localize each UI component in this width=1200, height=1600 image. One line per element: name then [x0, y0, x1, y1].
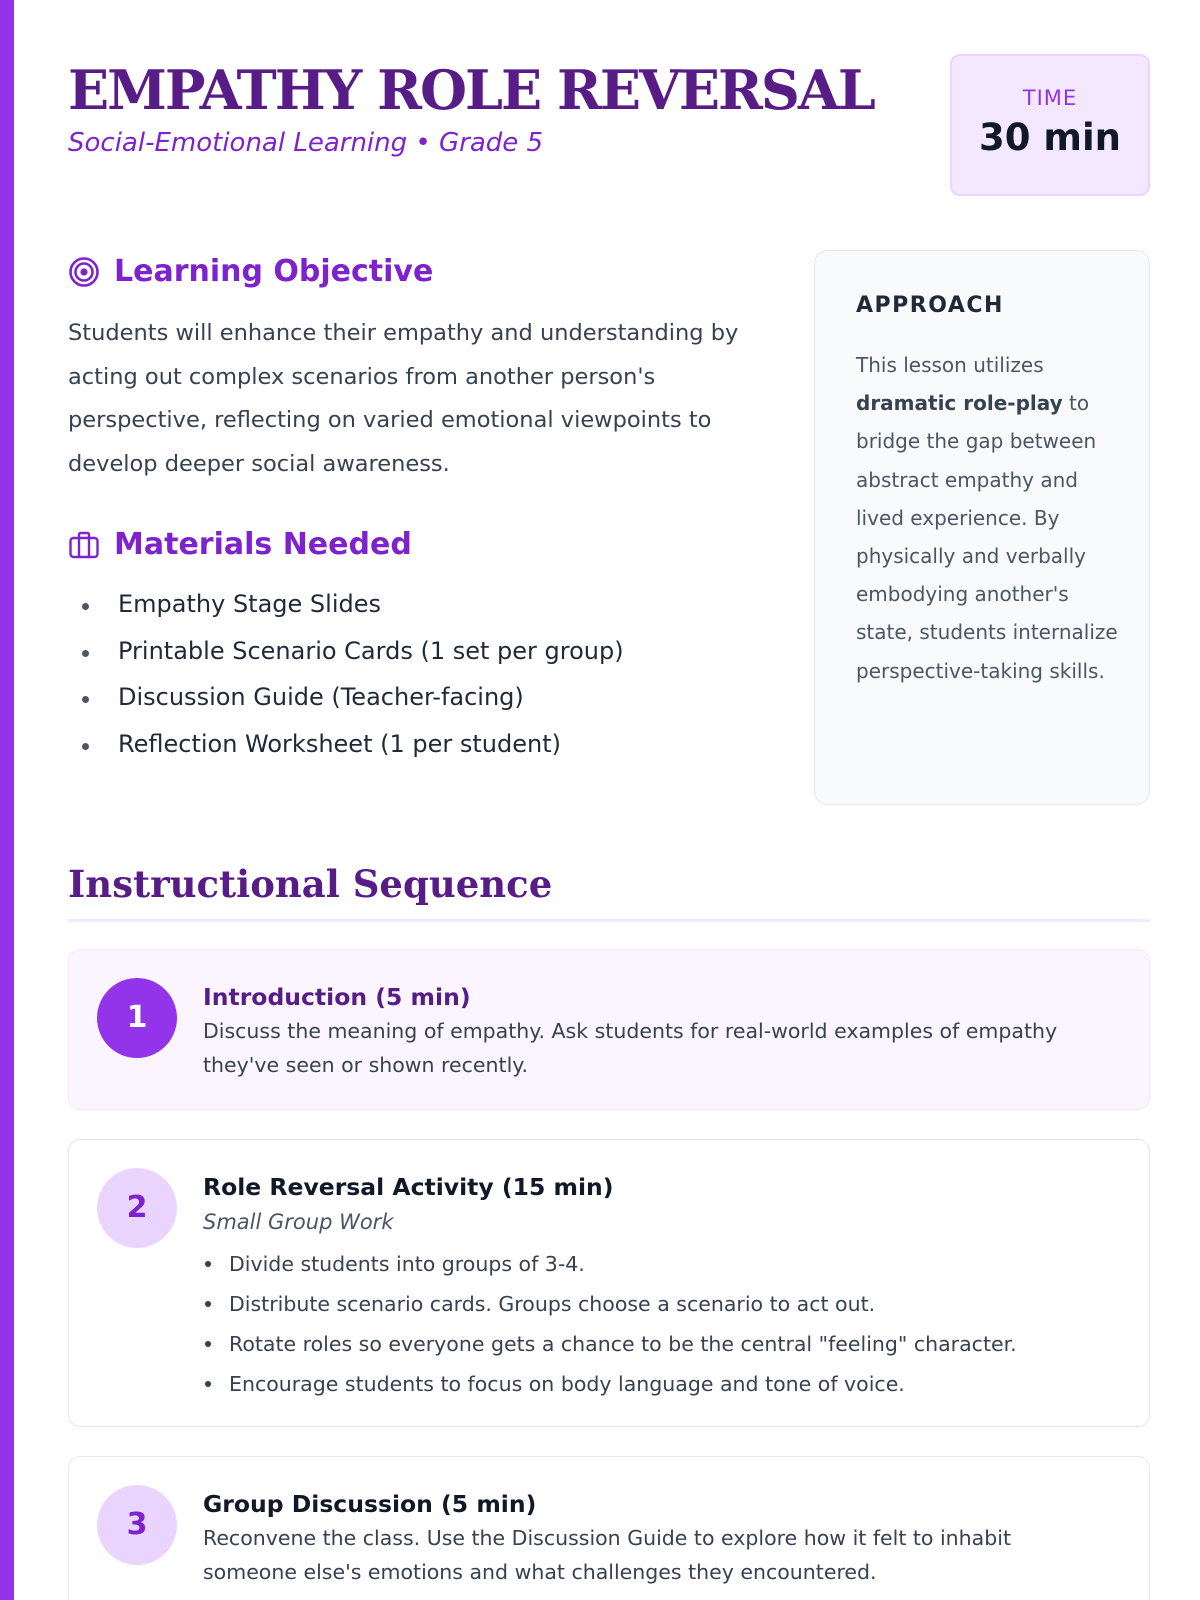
list-item: Rotate roles so everyone gets a chance to be the central "feeling" character. — [203, 1324, 1109, 1364]
objective-heading — [68, 254, 433, 289]
step-title: Introduction (5 min) — [203, 983, 471, 1011]
lesson-plan-page — [68, 0, 1150, 1600]
list-item: Empathy Stage Slides — [68, 584, 624, 631]
briefcase-icon — [68, 529, 100, 561]
materials-heading — [68, 527, 412, 562]
approach-text-rest: to bridge the gap between abstract empathy and lived experience. By physically and verbally embodying another's state, students internalize perspective-taking skills. — [856, 391, 1118, 683]
step-card-group-discussion — [68, 1456, 1150, 1600]
step-card-role-reversal — [68, 1139, 1150, 1427]
step-title: Role Reversal Activity (15 min) — [203, 1173, 614, 1201]
step-card-introduction — [68, 949, 1150, 1110]
page-title: EMPATHY ROLE REVERSAL — [68, 58, 874, 122]
step-body — [203, 1170, 1109, 1404]
list-item: Reflection Worksheet (1 per student) — [68, 724, 624, 771]
materials-heading-label: Materials Needed — [114, 527, 412, 562]
target-icon — [68, 256, 100, 288]
step-body — [203, 980, 1109, 1082]
accent-bar — [0, 0, 14, 1600]
step-number-badge: 2 — [97, 1168, 177, 1248]
list-item: Encourage students to focus on body language and tone of voice. — [203, 1364, 1109, 1404]
time-badge — [950, 54, 1150, 196]
time-value: 30 min — [979, 116, 1121, 159]
step-bullet-list — [203, 1244, 1109, 1404]
objective-heading-label: Learning Objective — [114, 254, 434, 289]
list-item: Discussion Guide (Teacher-facing) — [68, 677, 624, 724]
list-item: Divide students into groups of 3-4. — [203, 1244, 1109, 1284]
time-label: TIME — [1022, 86, 1078, 110]
approach-heading: APPROACH — [856, 293, 1004, 318]
list-item: Distribute scenario cards. Groups choose a scenario to act out. — [203, 1284, 1109, 1324]
approach-text-emphasis: dramatic role-play — [856, 391, 1063, 416]
step-subtitle: Small Group Work — [203, 1210, 394, 1234]
divider — [68, 919, 1150, 922]
materials-list — [68, 584, 624, 770]
step-number-badge: 1 — [97, 978, 177, 1058]
step-title: Group Discussion (5 min) — [203, 1490, 537, 1518]
page-subtitle: Social-Emotional Learning • Grade 5 — [68, 128, 544, 158]
step-body — [203, 1487, 1109, 1589]
list-item: Printable Scenario Cards (1 set per group) — [68, 631, 624, 678]
step-description: Discuss the meaning of empathy. Ask students for real-world examples of empathy they've seen or shown recently. — [203, 1019, 1058, 1077]
step-number-badge: 3 — [97, 1485, 177, 1565]
approach-card — [814, 250, 1150, 805]
sequence-heading: Instructional Sequence — [68, 862, 553, 906]
approach-text — [856, 346, 1119, 690]
objective-text: Students will enhance their empathy and understanding by acting out complex scenarios from another person's perspective, reflecting on varied emotional viewpoints to develop deeper social awareness. — [68, 320, 739, 477]
approach-text-lead: This lesson utilizes — [856, 353, 1044, 377]
step-description: Reconvene the class. Use the Discussion Guide to explore how it felt to inhabit someone else's emotions and what challenges they encountered. — [203, 1526, 1011, 1584]
